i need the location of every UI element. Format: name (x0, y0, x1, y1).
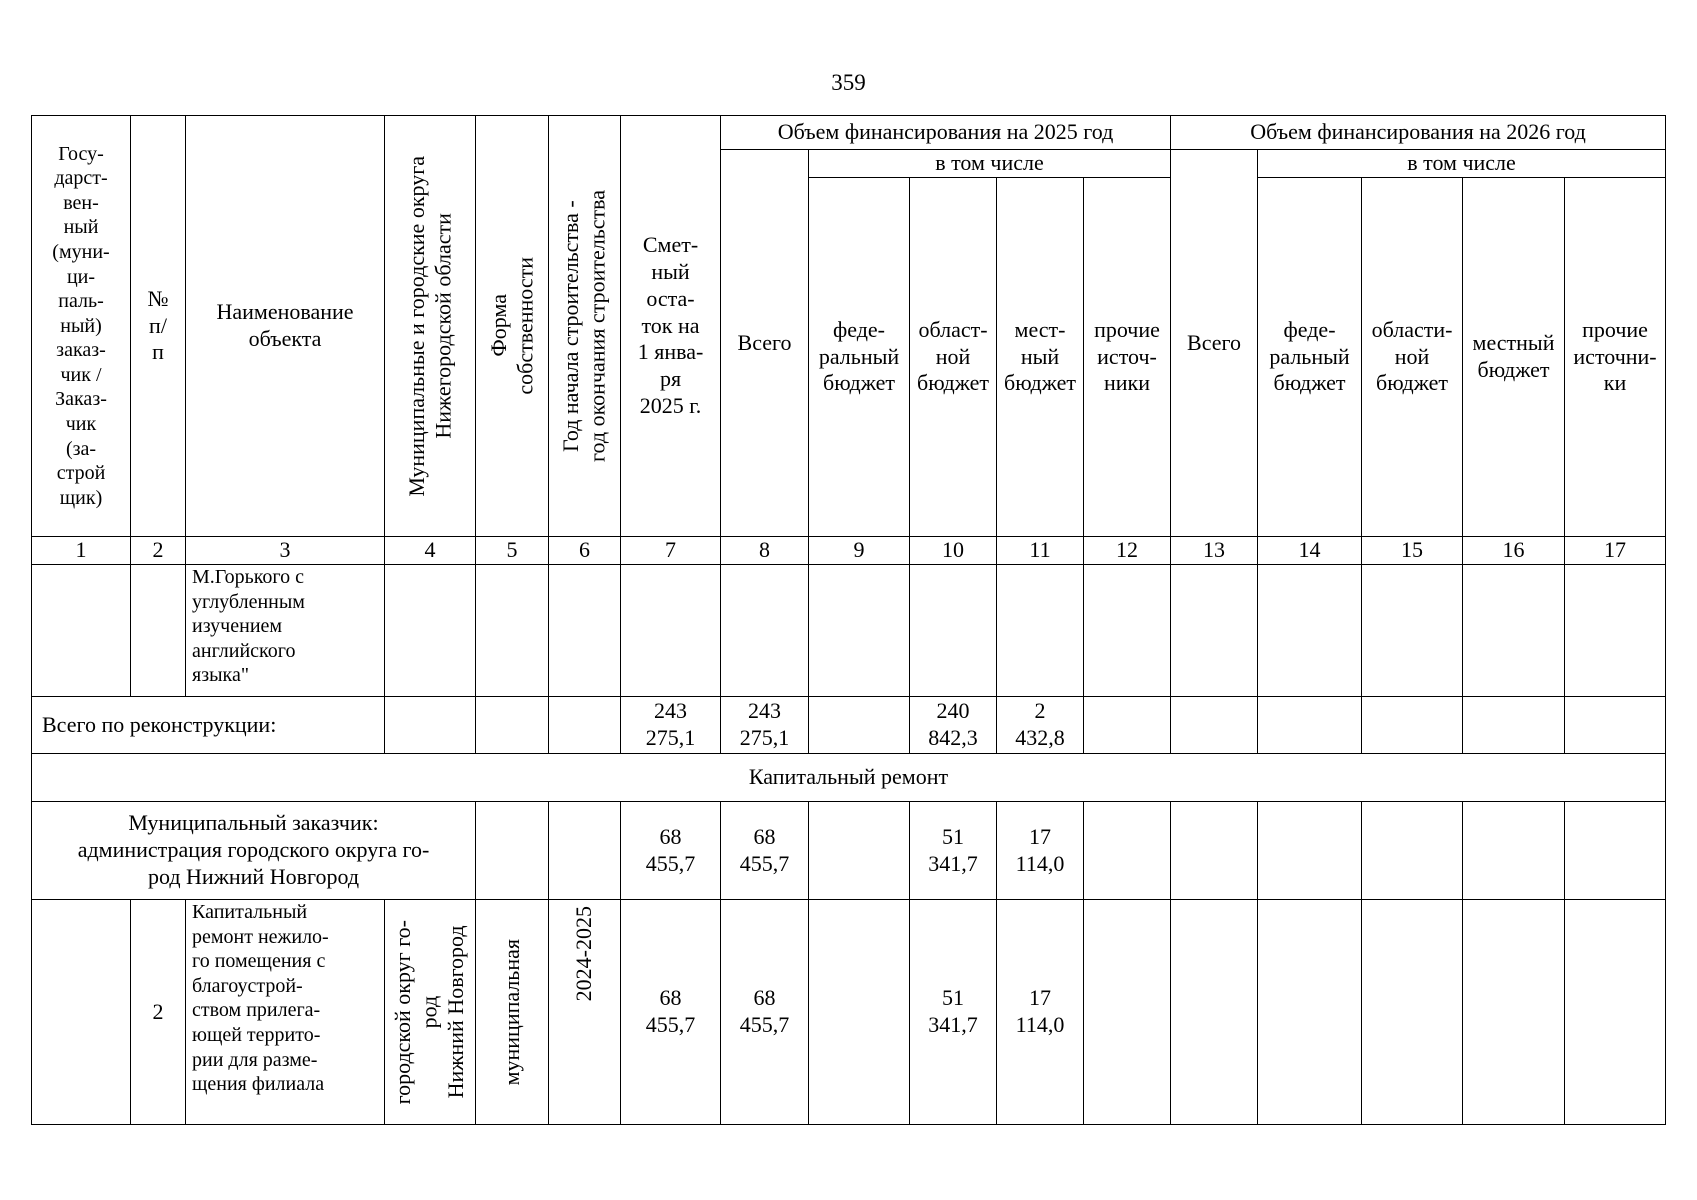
table-cell (1362, 802, 1463, 900)
object-row (32, 900, 1666, 1125)
table-cell (1362, 900, 1463, 1125)
column-number: 9 (809, 537, 910, 565)
customer-label: Муниципальный заказчик: администрация городского округа го- род Нижний Новгород (32, 802, 476, 900)
table-cell (1362, 697, 1463, 754)
column-number: 17 (1565, 537, 1666, 565)
customer-local-2025: 17 114,0 (997, 802, 1084, 900)
header-other-2026: прочие источни- ки (1565, 178, 1666, 537)
object-remainder: 68 455,7 (621, 900, 721, 1125)
reconstruction-regional-2025: 240 842,3 (910, 697, 997, 754)
object-ownership (476, 900, 549, 1125)
table-cell (1463, 802, 1565, 900)
column-number: 10 (910, 537, 997, 565)
section-title: Капитальный ремонт (32, 754, 1666, 802)
table-cell (721, 565, 809, 697)
table-cell (32, 900, 131, 1125)
header-other-2025: прочие источ- ники (1084, 178, 1171, 537)
table-cell (1258, 900, 1362, 1125)
table-cell (1171, 802, 1258, 900)
table-cell (549, 565, 621, 697)
header-object-name: Наименование объекта (186, 116, 385, 537)
object-municipality-text: городской округ го- род Нижний Новгород (390, 919, 469, 1105)
column-number: 5 (476, 537, 549, 565)
table-cell (1258, 802, 1362, 900)
column-number: 16 (1463, 537, 1565, 565)
table-cell (621, 565, 721, 697)
object-years (549, 900, 621, 1125)
table-cell (1362, 565, 1463, 697)
header-municipality (385, 116, 476, 537)
column-number: 15 (1362, 537, 1463, 565)
table-cell (1084, 697, 1171, 754)
column-number: 8 (721, 537, 809, 565)
customer-row (32, 802, 1666, 900)
page-number: 359 (831, 70, 866, 95)
table-cell (131, 565, 186, 697)
customer-remainder: 68 455,7 (621, 802, 721, 900)
table-cell (1084, 900, 1171, 1125)
header-years-text: Год начала строительства - год окончания строительства (558, 190, 610, 462)
table-cell (809, 900, 910, 1125)
table-cell (910, 565, 997, 697)
object-number: 2 (131, 900, 186, 1125)
customer-total-2025: 68 455,7 (721, 802, 809, 900)
header-regional-2025: област- ной бюджет (910, 178, 997, 537)
object-local-2025: 17 114,0 (997, 900, 1084, 1125)
header-row-1 (32, 116, 1666, 150)
column-number: 2 (131, 537, 186, 565)
reconstruction-total-2025: 243 275,1 (721, 697, 809, 754)
object-name: Капитальный ремонт нежило- го помещения с благоустрой- ством прилега- ющей террито- рии для разме- щения филиала (186, 900, 385, 1125)
table-cell (1565, 565, 1666, 697)
reconstruction-total-row (32, 697, 1666, 754)
column-number: 1 (32, 537, 131, 565)
object-ownership-text: муниципальная (498, 938, 524, 1086)
column-number-row (32, 537, 1666, 565)
table-cell (809, 802, 910, 900)
header-years (549, 116, 621, 537)
column-number: 11 (997, 537, 1084, 565)
table-cell (1084, 565, 1171, 697)
column-number: 6 (549, 537, 621, 565)
table-cell (549, 697, 621, 754)
table-cell (476, 697, 549, 754)
continued-object-row (32, 565, 1666, 697)
table-cell (1463, 565, 1565, 697)
reconstruction-local-2025: 2 432,8 (997, 697, 1084, 754)
table-cell (476, 802, 549, 900)
investment-table (31, 115, 1666, 1125)
table-cell (1463, 697, 1565, 754)
header-federal-2026: феде- ральный бюджет (1258, 178, 1362, 537)
table-cell (1565, 900, 1666, 1125)
header-municipality-text: Муниципальные и городские округа Нижегородской области (403, 155, 455, 497)
header-regional-2026: области- ной бюджет (1362, 178, 1463, 537)
table-cell (1258, 697, 1362, 754)
table-cell (809, 565, 910, 697)
table-cell (385, 565, 476, 697)
column-number: 4 (385, 537, 476, 565)
table-cell (1565, 697, 1666, 754)
header-federal-2025: феде- ральный бюджет (809, 178, 910, 537)
header-number: № п/ п (131, 116, 186, 537)
table-cell (1565, 802, 1666, 900)
header-total-2025: Всего (721, 150, 809, 537)
table-cell (1084, 802, 1171, 900)
object-years-text: 2024-2025 (571, 906, 597, 1002)
header-local-2026: местный бюджет (1463, 178, 1565, 537)
reconstruction-total-label: Всего по реконструкции: (32, 697, 385, 754)
table-cell (476, 565, 549, 697)
reconstruction-remainder: 243 275,1 (621, 697, 721, 754)
table-cell (1258, 565, 1362, 697)
header-customer: Госу- дарст- вен- ный (муни- ци- паль- ный) заказ- чик / Заказ- чик (за- строй щик) (32, 116, 131, 537)
object-regional-2025: 51 341,7 (910, 900, 997, 1125)
section-row (32, 754, 1666, 802)
object-total-2025: 68 455,7 (721, 900, 809, 1125)
header-funding-2026: Объем финансирования на 2026 год (1171, 116, 1666, 150)
table-cell (1463, 900, 1565, 1125)
header-remainder: Смет- ный оста- ток на 1 янва- ря 2025 г. (621, 116, 721, 537)
table-cell (1171, 565, 1258, 697)
continued-object-name: М.Горького с углубленным изучением английского языка" (186, 565, 385, 697)
table-cell (385, 697, 476, 754)
table-cell (549, 802, 621, 900)
header-ownership (476, 116, 549, 537)
table-cell (32, 565, 131, 697)
header-total-2026: Всего (1171, 150, 1258, 537)
object-municipality (385, 900, 476, 1125)
header-local-2025: мест- ный бюджет (997, 178, 1084, 537)
customer-regional-2025: 51 341,7 (910, 802, 997, 900)
header-ownership-text: Форма собственности (485, 257, 537, 395)
column-number: 13 (1171, 537, 1258, 565)
column-number: 3 (186, 537, 385, 565)
table-cell (1171, 900, 1258, 1125)
column-number: 14 (1258, 537, 1362, 565)
header-including-2025: в том числе (809, 150, 1171, 178)
column-number: 12 (1084, 537, 1171, 565)
column-number: 7 (621, 537, 721, 565)
table-cell (997, 565, 1084, 697)
header-funding-2025: Объем финансирования на 2025 год (721, 116, 1171, 150)
header-including-2026: в том числе (1258, 150, 1666, 178)
table-cell (809, 697, 910, 754)
table-cell (1171, 697, 1258, 754)
